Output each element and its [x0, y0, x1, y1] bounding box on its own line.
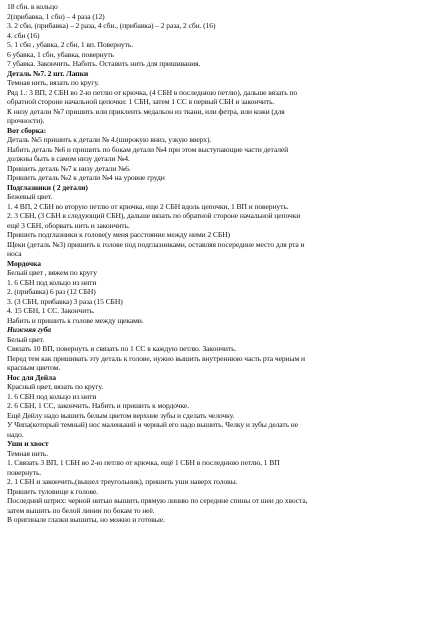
- text-line: Белый цвет , вяжем по кругу: [7, 268, 97, 277]
- text-line: 2. 1 СБН и закончить,(вышел треугольник), пришить уши наверх головы.: [7, 477, 238, 486]
- text-line: 3. (3 СБН, прибавка) 3 раза (15 СБН): [7, 296, 123, 306]
- text-line: Пришить деталь №7 к низу детали №6.: [7, 163, 131, 173]
- text-line: 4. сбн (16): [7, 30, 40, 40]
- text-line: 2(прибавка, 1 сбн) – 4 раза (12): [7, 11, 105, 21]
- text-line: 18 сбн. в кольцо: [7, 2, 58, 11]
- section-heading: Деталь №7. 2 шт. Лапки: [7, 68, 89, 78]
- text-line: Последний штрих: черной нитью вышить прямую линию по середине спины от шеи до хвоста,: [7, 496, 308, 505]
- text-line: Ряд 1.: 3 ВП, 2 СБН во 2-ю петлю от крючка, (4 СБН в последнюю петлю), дальше вязать по: [7, 87, 298, 97]
- text-line: 1. Связать 3 ВП, 1 СБН во 2-ю петлю от крючка, ещё 1 СБН в последнюю петлю, 1 ВП: [7, 458, 280, 467]
- section-heading: Мордочка: [7, 258, 41, 268]
- text-line: 1. 6 СБН под кольцо из нити: [7, 391, 97, 401]
- section-heading: Вот сборка:: [7, 125, 47, 135]
- text-line: Перед тем как пришивать эту деталь к голове, нужно вышить внутреннюю часть рта черным и: [7, 353, 305, 363]
- text-line: Ещё Дейлу надо вышить белым цветом верхние зубы и сделать челочку.: [7, 410, 235, 420]
- text-line: 4. 15 СБН, 1 СС. Закончить.: [7, 306, 95, 315]
- text-line: 6 убавка, 1 сбн, убавка, повернуть: [7, 49, 114, 59]
- text-line: Бежевый цвет.: [7, 192, 53, 201]
- section-heading: Нос для Дейла: [7, 372, 56, 382]
- text-line: Пришить подглазники к голове(у меня расстояние между ними 2 СБН): [7, 230, 230, 239]
- text-line: 5. 1 сбн , убавка, 2 сбн, 1 вп. Повернуть.: [7, 40, 133, 49]
- text-line: Темная нить, вязать по кругу.: [7, 78, 99, 87]
- text-line: Темная нить.: [7, 448, 48, 458]
- text-line: должны быть в самом низу детали №4.: [7, 154, 130, 163]
- text-line: 7 убавка. Закончить. Набить. Оставить нить для пришивания.: [7, 59, 201, 68]
- text-line: Набить и пришить к голове между щеками.: [7, 315, 144, 325]
- text-line: обратной стороне начальной цепочки: 1 СБН, затем 1 СС в первый СБН и закончить.: [7, 97, 275, 106]
- text-line: 1. 4 ВП, 2 СБН во вторую петлю от крючка, еще 2 СБН вдоль цепочки, 1 ВП и повернуть.: [7, 201, 289, 211]
- text-line: 2. (прибавка) 6 раз (12 СБН): [7, 287, 96, 296]
- text-line: носа: [7, 249, 22, 258]
- text-line: 2. 6 СБН, 1 СС, закончить. Набить и пришить к мордочке.: [7, 401, 189, 410]
- text-line: Связать 10 ВП, повернуть и связать по 1 СС в каждую петлю. Закончить.: [7, 344, 237, 353]
- text-line: В оригинале глазки вышиты, но можно и готовые.: [7, 515, 165, 524]
- text-line: Пришить туловище к голове.: [7, 486, 98, 496]
- text-line: Деталь №5 пришить к детали № 4.(широкую вниз, узкую вверх).: [7, 135, 212, 144]
- section-heading: Уши и хвост: [7, 439, 49, 448]
- text-line: красным цветом.: [7, 363, 61, 372]
- section-heading: Нижняя губа: [7, 325, 51, 334]
- text-line: Белый цвет.: [7, 334, 45, 344]
- text-line: надо.: [7, 429, 24, 439]
- text-line: ещё 3 СБН, оборвать нить и закончить.: [7, 220, 130, 230]
- text-line: 1. 6 СБН под кольцо из нити: [7, 277, 97, 287]
- text-line: 3. 2 сбн, (прибавка) – 2 раза, 4 сбн., (прибавка) – 2 раза, 2 сбн. (16): [7, 21, 216, 30]
- text-line: Красный цвет, вязать по кругу.: [7, 382, 104, 391]
- text-line: Щеки (деталь №3) пришить к голове под подглазниками, оставляя посередине место для рта и: [7, 239, 305, 249]
- text-line: К низу детали №7 пришить или приклеить медальон из ткани, или фетра, или кожи (для: [7, 106, 285, 116]
- text-line: повернуть.: [7, 467, 42, 477]
- text-line: затем вышить по белой линии по бокам то неё.: [7, 505, 155, 515]
- section-heading: Подглазники ( 2 детали): [7, 182, 88, 192]
- text-line: Набить деталь №6 и пришить по бокам детали №4 при этом выступающие части деталей: [7, 144, 289, 154]
- text-line: прочности).: [7, 116, 45, 125]
- text-line: 2. 3 СБН, (3 СБН в следующий СБН), дальше вязать по обратной стороне начальной цепочки: [7, 211, 301, 220]
- text-line: У Чипа(который темный) нос маленький и черный его надо вышить. Челку и зубы делать не: [7, 420, 298, 429]
- text-line: Пришить деталь №2 к детали №4 на уровне груди: [7, 173, 165, 182]
